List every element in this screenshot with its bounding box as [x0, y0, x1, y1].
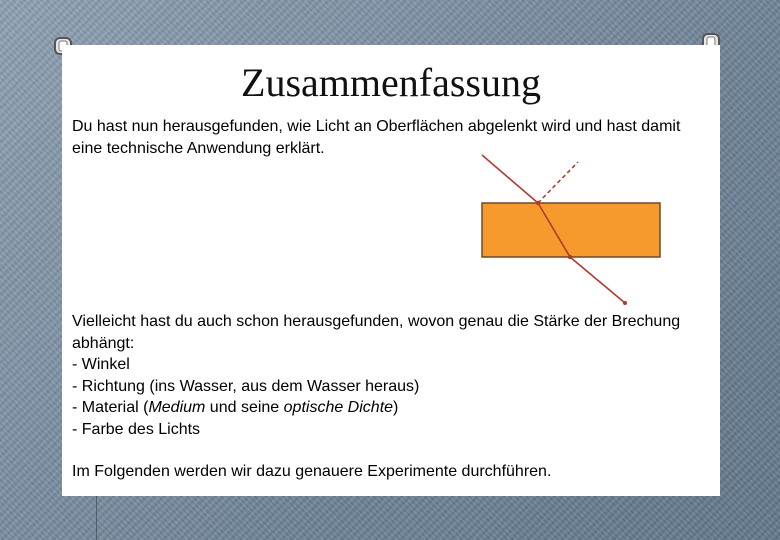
factor-list [72, 311, 712, 440]
background-line [96, 496, 97, 540]
reflected-ray [538, 162, 578, 203]
glass-block [482, 203, 660, 257]
exit-ray [570, 257, 625, 303]
entry-point [536, 201, 540, 205]
exit-point [568, 255, 572, 259]
intro-text: Du hast nun herausgefunden, wie Licht an Oberflächen abgelenkt wird und hast damit eine technische Anwendung erklärt. [72, 118, 681, 157]
ray-end-point [623, 301, 627, 305]
incident-ray [482, 155, 538, 203]
factor-angle: - Winkel [72, 356, 130, 373]
outro-text: Im Folgenden werden wir dazu genauere Experimente durchführen. [72, 463, 552, 480]
slide-title: Zusammenfassung [241, 60, 541, 105]
factor-material-suffix: ) [393, 399, 399, 416]
question-text: Vielleicht hast du auch schon herausgefunden, wovon genau die Stärke der Brechung abhängt: [72, 313, 681, 352]
factor-material-medium: Medium [148, 399, 206, 416]
factor-material-prefix: - Material ( [72, 399, 149, 416]
factor-color: - Farbe des Lichts [72, 420, 201, 438]
factor-material-density: optische Dichte [283, 399, 394, 416]
factor-material [72, 397, 712, 419]
factor-material-middle: und seine [205, 399, 284, 416]
factor-direction: - Richtung (ins Wasser, aus dem Wasser heraus) [72, 377, 420, 395]
slide [62, 45, 720, 496]
